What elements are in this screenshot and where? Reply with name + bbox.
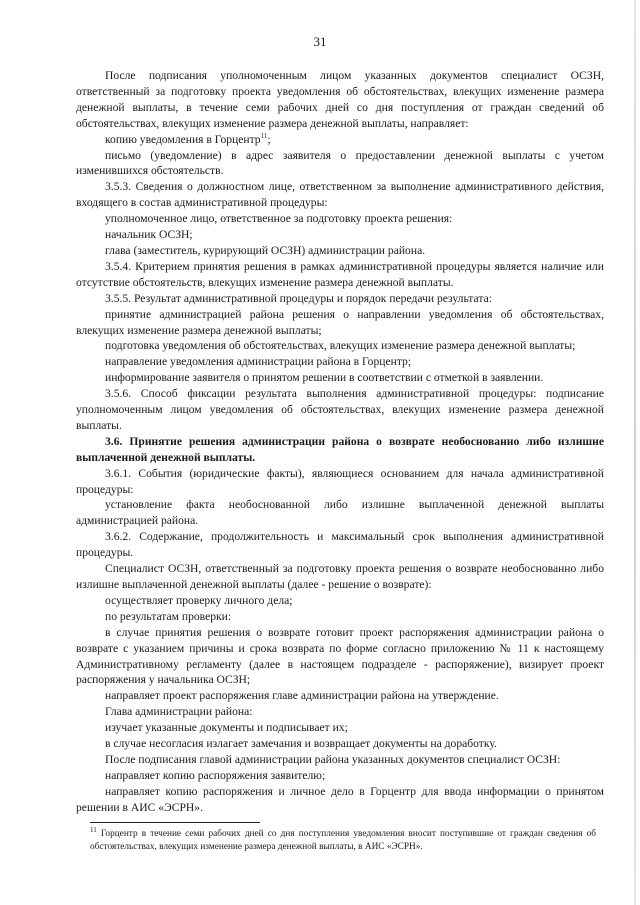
- paragraph-text: глава (заместитель, курирующий ОСЗН) администрации района.: [105, 243, 426, 257]
- paragraph: [76, 704, 604, 720]
- paragraph: [76, 736, 604, 752]
- paragraph-text: подготовка уведомления об обстоятельствах, влекущих изменение размера денежной выплаты;: [105, 339, 576, 353]
- paragraph: [76, 784, 604, 816]
- paragraph: [76, 259, 604, 291]
- footnote-divider: [90, 822, 260, 823]
- paragraph-text: 3.5.3. Сведения о должностном лице, ответственном за выполнение административного действия, входящего в состав административной процедуры:: [76, 180, 604, 210]
- paragraph: [76, 752, 604, 768]
- paragraph-tail: ;: [267, 132, 271, 146]
- paragraph: [76, 386, 604, 434]
- paragraph: [76, 625, 604, 689]
- paragraph-text: начальник ОСЗН;: [105, 228, 193, 242]
- paragraph-text: 3.5.4. Критерием принятия решения в рамках административной процедуры является наличие или отсутствие обстоятельств, влекущих изменение размера денежной выплаты.: [76, 259, 604, 289]
- paragraph-text: в случае принятия решения о возврате готовит проект распоряжения администрации района о возврате с указанием причины и срока возврата по форме согласно приложению № 11 к настоящему Административному регламенту (далее в настоящем подразделе - распоряжение), визирует проект распоряжения у начальника ОСЗН;: [76, 625, 604, 687]
- paragraph: [76, 720, 604, 736]
- paragraph: [76, 609, 604, 625]
- paragraph-text: направляет проект распоряжения главе администрации района на утверждение.: [105, 689, 499, 703]
- paragraph-text: установление факта необоснованной либо излишне выплаченной денежной выплаты администрацией района.: [76, 498, 604, 528]
- footnote-text: Горцентр в течение семи рабочих дней со дня поступления уведомления вносит поступившие от граждан сведения об обстоятельствах, влекущих изменение размера денежной выплаты, в АИС «ЭСРН».: [90, 829, 596, 852]
- paragraph-text: осуществляет проверку личного дела;: [105, 593, 293, 607]
- paragraph-text: принятие администрацией района решения о направлении уведомления об обстоятельствах, влекущих изменение размера денежной выплаты;: [76, 307, 604, 337]
- paragraph: [76, 593, 604, 609]
- scan-edge: [634, 0, 636, 905]
- paragraph: [76, 497, 604, 529]
- paragraph: [76, 132, 604, 148]
- footnote-reference: 11: [260, 131, 268, 140]
- paragraph: [76, 354, 604, 370]
- page-number: 31: [313, 34, 327, 49]
- paragraph: [76, 211, 604, 227]
- paragraph-text: 3.6.2. Содержание, продолжительность и максимальный срок выполнения административной процедуры.: [76, 530, 604, 560]
- paragraph: [76, 148, 604, 180]
- paragraph-text: Глава администрации района:: [105, 705, 253, 719]
- paragraph: [76, 688, 604, 704]
- paragraph: [76, 68, 604, 132]
- paragraph: [76, 338, 604, 354]
- paragraph-text: направляет копию распоряжения и личное дело в Горцентр для ввода информации о принятом решении в АИС «ЭСРН».: [76, 784, 604, 814]
- paragraph-text: информирование заявителя о принятом решении в соответствии с отметкой в заявлении.: [105, 371, 544, 385]
- paragraph-text: Специалист ОСЗН, ответственный за подготовку проекта решения о возврате необоснованно либо излишне выплаченной денежной выплаты (далее - решение о возврате):: [76, 562, 604, 591]
- footnote-mark: 11: [90, 825, 97, 834]
- paragraph-text: 3.6. Принятие решения администрации района о возврате необоснованно либо излишне выплаченной денежной выплаты.: [76, 434, 604, 464]
- paragraph-text: копию уведомления в Горцентр: [105, 132, 261, 146]
- paragraph-text: письмо (уведомление) в адрес заявителя о предоставлении денежной выплаты с учетом изменившихся обстоятельств.: [76, 148, 604, 178]
- paragraph-text: направляет копию распоряжения заявителю;: [105, 768, 326, 782]
- paragraph-text: После подписания уполномоченным лицом указанных документов специалист ОСЗН, ответственный за подготовку проекта уведомления об обстоятельствах, влекущих изменение размера денежной выплаты, в течение семи рабочих дней со дня поступления от граждан сведений об обстоятельствах, влекущих изменение размера денежной выплаты, направляет:: [76, 69, 604, 130]
- paragraph: [76, 466, 604, 498]
- paragraph: [76, 370, 604, 386]
- paragraph: [76, 227, 604, 243]
- paragraph-text: 3.5.6. Способ фиксации результата выполнения административной процедуры: подписание уполномоченным лицом уведомления об обстоятельствах, влекущих изменение размера денежной выплаты.: [76, 387, 604, 432]
- paragraph-text: в случае несогласия излагает замечания и возвращает документы на доработку.: [105, 737, 497, 751]
- paragraph: [76, 434, 604, 466]
- footnote: [90, 825, 596, 854]
- paragraph: [76, 768, 604, 784]
- paragraph-text: по результатам проверки:: [105, 609, 232, 623]
- paragraph: [76, 561, 604, 593]
- paragraph-text: уполномоченное лицо, ответственное за подготовку проекта решения:: [105, 212, 453, 226]
- paragraph: [76, 243, 604, 259]
- paragraph: [76, 529, 604, 561]
- paragraph: [76, 307, 604, 339]
- footnotes: [90, 825, 596, 854]
- paragraph: [76, 179, 604, 211]
- paragraph-text: 3.6.1. События (юридические факты), являющиеся основанием для начала административной процедуры:: [76, 466, 604, 496]
- body-text: [76, 68, 604, 816]
- paragraph: [76, 291, 604, 307]
- paragraph-text: направление уведомления администрации района в Горцентр;: [105, 355, 412, 369]
- paragraph-text: После подписания главой администрации района указанных документов специалист ОСЗН:: [105, 752, 561, 766]
- paragraph-text: 3.5.5. Результат административной процедуры и порядок передачи результата:: [105, 291, 492, 305]
- paragraph-text: изучает указанные документы и подписывает их;: [105, 721, 348, 735]
